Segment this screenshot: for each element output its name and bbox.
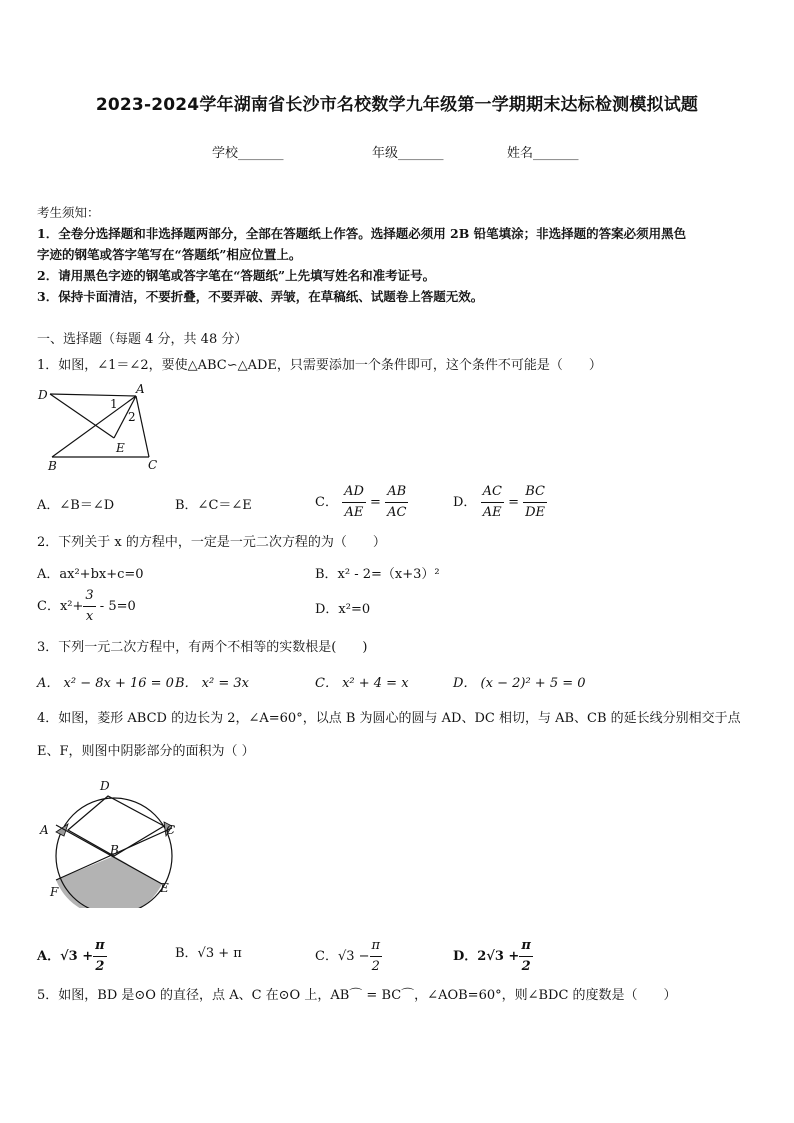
q4-label-a: A: [40, 823, 49, 837]
q1-option-a: A．∠B＝∠D: [37, 498, 115, 513]
q1-d-equals: =: [508, 495, 519, 510]
q3-option-d: D． (x − 2)² + 5 = 0: [453, 676, 586, 691]
q1-c-equals: =: [370, 495, 381, 510]
name-field: 姓名_______: [507, 146, 579, 161]
page-title: 2023-2024学年湖南省长沙市名校数学九年级第一学期期末达标检测模拟试题: [95, 95, 699, 115]
q4-label-e: E: [160, 881, 169, 895]
q1-d-num1: AC: [481, 482, 504, 503]
q4-option-b: B．√3 + π: [175, 946, 242, 961]
q4-c-num: π: [370, 936, 383, 957]
notes-item-2: 2．请用黑色字迹的钢笔或答字笔在“答题纸”上先填写姓名和准考证号。: [37, 268, 436, 283]
notes-heading: 考生须知：: [37, 205, 100, 220]
q4-d-num: π: [519, 936, 533, 957]
q2-option-a: A．ax²+bx+c=0: [37, 567, 144, 582]
q1-option-c-label: C．: [315, 495, 338, 510]
q1-figure: [36, 380, 166, 472]
q1-label-c: C: [148, 458, 158, 472]
q2-c-suffix: - 5=0: [95, 599, 136, 614]
q1-c-num2: AB: [385, 482, 408, 503]
q4-stem-line2: E、F，则图中阴影部分的面积为（ ）: [37, 744, 255, 759]
q4-a-den: 2: [95, 959, 105, 974]
school-field: 学校_______: [212, 146, 284, 161]
q1-label-d: D: [38, 388, 48, 402]
notes-item-1a: 1．全卷分选择题和非选择题两部分，全部在答题纸上作答。选择题必须用 2B 铅笔填涂；非选择题的答案必须用黑色: [37, 226, 687, 241]
q1-c-den2: AC: [387, 505, 407, 520]
q1-option-d-label: D．: [453, 495, 477, 510]
q3-option-a: A． x² − 8x + 16 = 0: [37, 676, 174, 691]
q2-c-num: 3: [83, 586, 95, 607]
q4-c-den: 2: [371, 959, 380, 974]
q2-c-den: x: [85, 609, 94, 624]
q4-option-c: [315, 936, 382, 977]
grade-field: 年级_______: [372, 146, 444, 161]
q1-stem: 1．如图，∠1＝∠2，要使△ABC∽△ADE，只需要添加一个条件即可，这个条件不可能是（ ）: [37, 358, 602, 373]
q4-option-a-label: A．√3 +: [37, 949, 94, 964]
q1-d-den1: AE: [482, 505, 502, 520]
q4-stem-line1: 4．如图，菱形 ABCD 的边长为 2，∠A=60°，以点 B 为圆心的圆与 AD、DC 相切，与 AB、CB 的延长线分别相交于点: [37, 711, 741, 726]
q1-option-b: B．∠C＝∠E: [175, 498, 252, 513]
q4-label-c: C: [166, 823, 176, 837]
q1-label-2: 2: [128, 410, 136, 424]
q1-option-d: [453, 482, 547, 523]
q4-option-d-label: D．2√3 +: [453, 949, 520, 964]
q1-d-num2: BC: [523, 482, 547, 503]
q1-label-e: E: [116, 441, 125, 455]
q4-option-c-label: C．√3 −: [315, 949, 370, 964]
q4-figure: [36, 778, 186, 908]
q1-option-c: [315, 482, 408, 523]
notes-item-3: 3．保持卡面清洁，不要折叠，不要弄破、弄皱，在草稿纸、试题卷上答题无效。: [37, 289, 484, 304]
q4-label-f: F: [50, 885, 59, 899]
q4-d-den: 2: [521, 959, 531, 974]
q4-a-num: π: [93, 936, 107, 957]
q3-stem: 3．下列一元二次方程中，有两个不相等的实数根是( ): [37, 640, 368, 655]
q2-option-c: [37, 586, 136, 627]
q2-stem: 2．下列关于 x 的方程中，一定是一元二次方程的为（ ）: [37, 535, 386, 550]
q1-label-b: B: [48, 459, 57, 472]
section-heading: 一、选择题（每题 4 分，共 48 分）: [37, 332, 248, 347]
q1-c-den1: AE: [344, 505, 364, 520]
q2-option-b: B．x² - 2=（x+3）²: [315, 567, 440, 582]
q5-stem: 5．如图，BD 是⊙O 的直径，点 A、C 在⊙O 上，AB⌒ = BC⌒，∠AOB=60°，则∠BDC 的度数是（ ）: [37, 988, 677, 1003]
q3-option-c: C． x² + 4 = x: [315, 676, 409, 691]
q2-option-d: D．x²=0: [315, 602, 371, 617]
q1-label-1: 1: [110, 397, 118, 411]
q1-c-num1: AD: [342, 482, 366, 503]
q1-d-den2: DE: [525, 505, 546, 520]
q4-label-b: B: [110, 843, 119, 857]
q1-label-a: A: [136, 382, 145, 396]
q4-label-d: D: [100, 779, 110, 793]
notes-item-1b: 字迹的钢笔或答字笔写在“答题纸”相应位置上。: [37, 247, 302, 262]
q4-shaded-sector: [56, 856, 162, 908]
q2-option-c-label: C．x²+: [37, 599, 84, 614]
q4-option-d: [453, 936, 533, 977]
q3-option-b: B． x² = 3x: [175, 676, 249, 691]
q4-option-a: [37, 936, 107, 977]
